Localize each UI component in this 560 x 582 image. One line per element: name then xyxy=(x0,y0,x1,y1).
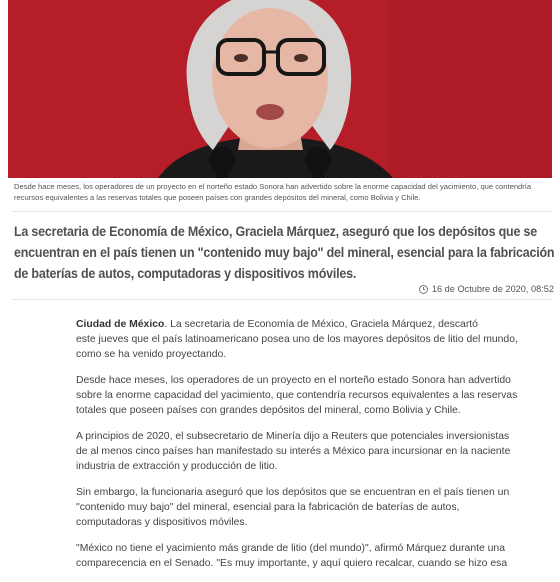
clock-icon xyxy=(419,285,428,294)
divider xyxy=(12,299,552,300)
paragraph-text: "contenido muy bajo" del mineral, esencial para la fabricación de baterías de autos, xyxy=(76,502,460,513)
paragraph xyxy=(76,317,546,362)
lead-line: encuentran en el país tienen un "contenido muy bajo" del mineral, esencial para la fabricación xyxy=(14,245,555,260)
paragraph-text: totales que poseen países con grandes depósitos del mineral, como Bolivia y Chile. xyxy=(76,405,461,416)
paragraph-text: sobre la enorme capacidad del yacimiento, que contendría recursos equivalentes a las reservas xyxy=(76,390,518,401)
date-text: 16 de Octubre de 2020, 08:52 xyxy=(431,284,554,294)
paragraph xyxy=(76,541,546,571)
publish-date xyxy=(419,284,554,294)
paragraph-text: . La secretaria de Economía de México, Graciela Márquez, descartó xyxy=(164,319,478,330)
paragraph xyxy=(76,373,546,418)
photo-caption xyxy=(14,181,552,203)
paragraph-text: como se ha venido proyectando. xyxy=(76,349,227,360)
paragraph xyxy=(76,485,546,530)
lead-line: La secretaria de Economía de México, Graciela Márquez, aseguró que los depósitos que se xyxy=(14,224,537,239)
divider xyxy=(12,211,552,212)
hero-photo xyxy=(8,0,552,178)
paragraph-text: este jueves que el país latinoamericano posea uno de los mayores depósitos de litio del mundo, xyxy=(76,334,518,345)
paragraph xyxy=(76,429,546,474)
paragraph-text: "México no tiene el yacimiento más grande de litio (del mundo)", afirmó Márquez durante una xyxy=(76,543,505,554)
portrait-photo xyxy=(8,0,552,178)
article-lead xyxy=(14,221,555,284)
paragraph-text: A principios de 2020, el subsecretario de Minería dijo a Reuters que potenciales inversionistas xyxy=(76,431,510,442)
paragraph-text: industria de extracción y producción de litio. xyxy=(76,461,278,472)
paragraph-text: Desde hace meses, los operadores de un proyecto en el norteño estado Sonora han advertido xyxy=(76,375,511,386)
lead-line: de baterías de autos, computadoras y dispositivos móviles. xyxy=(14,266,357,281)
paragraph-text: Sin embargo, la funcionaria aseguró que los depósitos que se encuentran en el país tienen un xyxy=(76,487,510,498)
paragraph-text: de al menos cinco países han manifestado su interés a México para incursionar en la naciente xyxy=(76,446,511,457)
dateline-city: Ciudad de México xyxy=(76,319,165,330)
article-body xyxy=(76,317,546,582)
caption-line: Desde hace meses, los operadores de un proyecto en el norteño estado Sonora han advertido sobre la enorme capacidad del yacimiento, que contendría xyxy=(14,182,532,191)
caption-line: recursos equivalentes a las reservas totales que poseen países con grandes depósitos del mineral, como Bolivia y Chile. xyxy=(14,193,421,202)
paragraph-text: computadoras y dispositivos móviles. xyxy=(76,517,248,528)
paragraph-text: comparecencia en el Senado. "Es muy importante, y aquí quiero recalcar, cuando se hizo esa xyxy=(76,558,508,569)
